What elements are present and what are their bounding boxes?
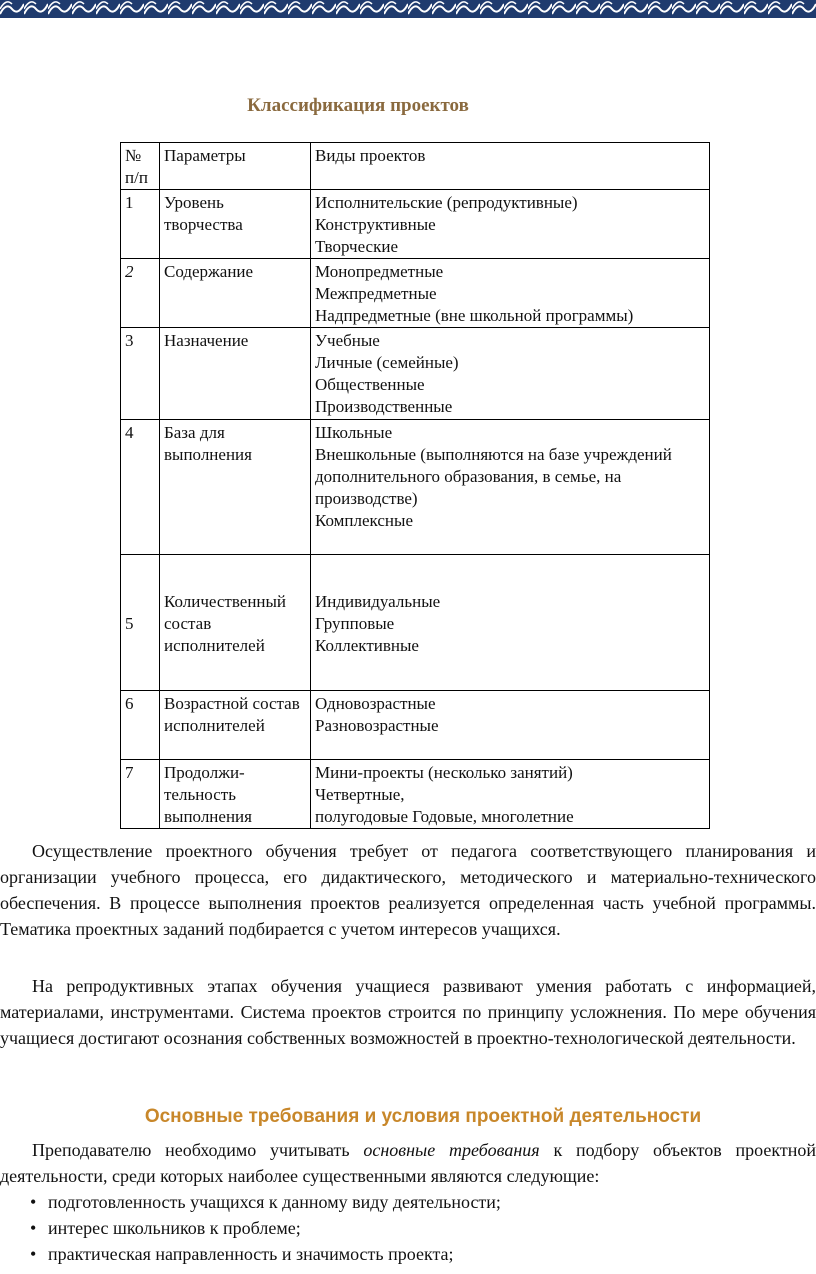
row-parameter: База для выполнения: [160, 420, 311, 555]
row-number: 2: [121, 259, 160, 328]
row-parameter: Количественный состав исполнителей: [160, 555, 311, 691]
list-item: • подготовленность учащихся к данному виду деятельности;: [30, 1189, 501, 1215]
section-heading: Основные требования и условия проектной деятельности: [144, 1106, 702, 1127]
row-project-types: [311, 190, 710, 259]
project-type: Конструктивные: [315, 215, 436, 234]
project-type: Комплексные: [315, 511, 413, 530]
table-row: [121, 259, 710, 328]
project-type: Общественные: [315, 375, 425, 394]
project-type: Школьные: [315, 423, 393, 442]
requirements-list: [30, 1189, 501, 1267]
row-number: 5: [121, 555, 160, 691]
project-type: Внешкольные (выполняются на базе учреждений: [315, 445, 672, 464]
row-project-types: [311, 760, 710, 829]
row-project-types: [311, 555, 710, 691]
table-row: [121, 691, 710, 760]
table-row: [121, 190, 710, 259]
page-title: Классификация проектов: [247, 95, 469, 116]
project-type: Четвертные,: [315, 785, 405, 804]
row-parameter: Назначение: [160, 328, 311, 420]
row-parameter: Содержание: [160, 259, 311, 328]
classification-table: [120, 142, 710, 829]
header-types: Виды проектов: [311, 143, 710, 190]
project-type: полугодовые Годовые, многолетние: [315, 807, 574, 826]
table-row: [121, 328, 710, 420]
table-row: [121, 420, 710, 555]
list-item: • интерес школьников к проблеме;: [30, 1215, 501, 1241]
section-intro: [0, 1137, 816, 1189]
project-type: Надпредметные (вне школьной программы): [315, 306, 634, 325]
project-type: Производственные: [315, 397, 453, 416]
project-type: Индивидуальные: [315, 591, 441, 611]
paragraph-1: Осуществление проектного обучения требует от педагога соответствующего планирования и организации учебного процесса, его дидактического, методического и материально-технического обеспечения. В процессе выполнения проектов реализуется определенная часть учебной программы. Тематика проектных заданий подбирается с учетом интересов учащихся.: [0, 841, 816, 939]
project-type: дополнительного образования, в семье, на производстве): [315, 467, 622, 508]
table-header-row: [121, 143, 710, 190]
list-item: • практическая направленность и значимость проекта;: [30, 1241, 501, 1267]
project-type: Творческие: [315, 237, 398, 256]
row-number: 1: [121, 190, 160, 259]
intro-before: Преподавателю необходимо учитывать: [32, 1140, 364, 1160]
row-project-types: [311, 328, 710, 420]
decorative-border: [0, 0, 816, 18]
row-number: 7: [121, 760, 160, 829]
row-project-types: [311, 259, 710, 328]
project-type: Одновозрастные: [315, 694, 436, 713]
paragraph-2: На репродуктивных этапах обучения учащиеся развивают умения работать с информацией, материалами, инструментами. Система проектов строится по принципу усложнения. По мере обучения учащиеся достигают осознания собственных возможностей в проектно-технологической деятельности.: [0, 976, 816, 1048]
project-type: Монопредметные: [315, 262, 444, 281]
row-parameter: Уровень творчества: [160, 190, 311, 259]
intro-after: к подбору объектов проектной деятельности, среди которых наиболее существенными являются следующие:: [0, 1140, 816, 1186]
project-type: Разновозрастные: [315, 716, 439, 735]
row-project-types: [311, 691, 710, 760]
row-number: 4: [121, 420, 160, 555]
header-num: № п/п: [121, 143, 160, 190]
table-row: [121, 555, 710, 691]
project-type: Личные (семейные): [315, 353, 459, 372]
project-type: Коллективные: [315, 635, 419, 655]
project-type: Исполнительские (репродуктивные): [315, 193, 578, 212]
project-type: Групповые: [315, 613, 395, 633]
table-row: [121, 760, 710, 829]
row-project-types: [311, 420, 710, 555]
intro-italic: основные требования: [363, 1140, 540, 1160]
project-type: Межпредметные: [315, 284, 437, 303]
row-parameter: Продолжи- тельность выполнения: [160, 760, 311, 829]
header-params: Параметры: [160, 143, 311, 190]
row-number: 6: [121, 691, 160, 760]
row-number: 3: [121, 328, 160, 420]
project-type: Учебные: [315, 331, 380, 350]
project-type: Мини-проекты (несколько занятий): [315, 763, 573, 782]
row-parameter: Возрастной состав исполнителей: [160, 691, 311, 760]
